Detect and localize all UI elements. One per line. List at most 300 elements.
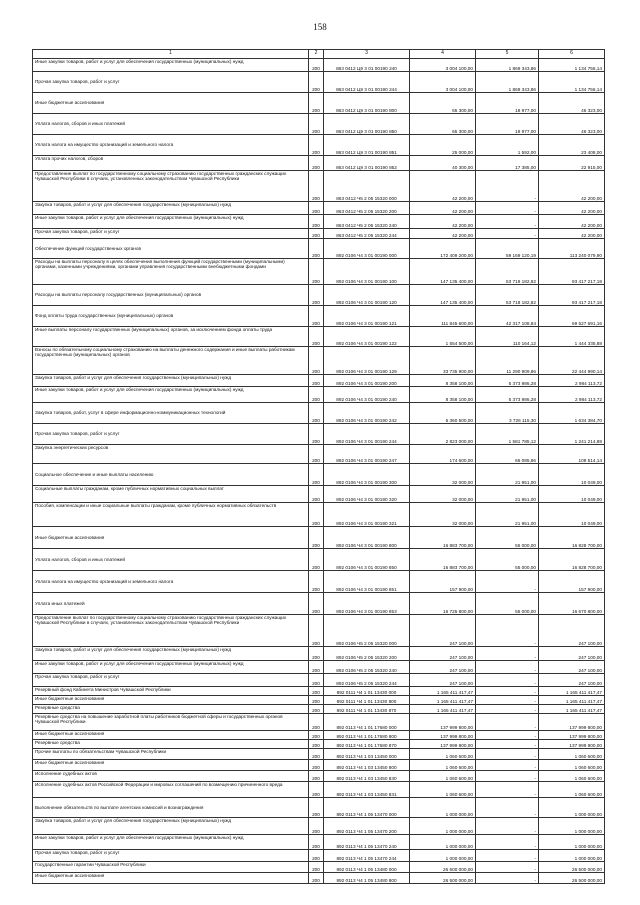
table-row xyxy=(33,259,605,285)
row-classification-cell: 892 0106 Ч4 3 01 00190 240 xyxy=(324,387,410,403)
row-code-cell: 200 xyxy=(309,835,324,850)
table-row xyxy=(33,771,605,782)
row-approved-cell: 16 883 700,00 xyxy=(410,549,476,571)
header-cell-executed: 5 xyxy=(476,50,539,59)
table-row xyxy=(33,171,605,202)
row-name-text: Расходы на выплаты персоналу государственных (муниципальных) органов xyxy=(35,292,202,298)
row-name-cell xyxy=(33,850,309,862)
row-unexecuted-cell: 10 049,00 xyxy=(539,503,605,527)
row-code-cell: 200 xyxy=(309,782,324,798)
row-approved-cell: 2 823 000,00 xyxy=(410,424,476,445)
row-unexecuted-cell: 26 500 000,00 xyxy=(539,873,605,884)
row-code-cell: 200 xyxy=(309,464,324,486)
row-name-text: Резервные средства на повышение заработной платы работников бюджетной сферы и государственных органов Чувашской Республики xyxy=(35,714,283,725)
row-name-cell xyxy=(33,171,309,202)
row-approved-cell: 247 100,00 xyxy=(410,615,476,647)
row-name-cell xyxy=(33,464,309,486)
row-executed-cell: 21 951,00 xyxy=(476,464,539,486)
row-unexecuted-cell: 1 060 600,00 xyxy=(539,782,605,798)
table-row xyxy=(33,72,605,93)
table-row xyxy=(33,687,605,696)
row-code-cell: 200 xyxy=(309,156,324,171)
row-code-cell: 200 xyxy=(309,862,324,873)
row-name-text: Резервный фонд Кабинета Министров Чувашской Республики xyxy=(35,687,171,692)
table-row xyxy=(33,850,605,862)
row-name-text: Уплата налога на имущество организаций и земельного налога xyxy=(35,142,174,148)
row-classification-cell: 892 0106 Ч4 3 01 00190 800 xyxy=(324,527,410,549)
row-executed-cell: 21 951,00 xyxy=(476,503,539,527)
row-classification-cell: 892 0106 Ч5 2 05 15320 200 xyxy=(324,647,410,661)
row-executed-cell: 1 592,00 xyxy=(476,135,539,156)
row-unexecuted-cell: 247 100,00 xyxy=(539,661,605,674)
row-code-cell: 200 xyxy=(309,239,324,259)
header-cell-code: 2 xyxy=(309,50,324,59)
row-unexecuted-cell: 42 200,00 xyxy=(539,171,605,202)
row-executed-cell: 1 869 343,86 xyxy=(476,72,539,93)
row-unexecuted-cell: 1 060 600,00 xyxy=(539,760,605,771)
row-name-text: Предоставление выплат по государственному социальному страхованию государственных гражданских служащих Чувашской Республики в случаях, установленных законодательством Чувашской Республики xyxy=(35,615,287,626)
row-approved-cell: 247 100,00 xyxy=(410,661,476,674)
row-approved-cell: 1 165 411 417,47 xyxy=(410,705,476,714)
row-classification-cell: 892 0106 Ч4 3 01 00190 321 xyxy=(324,503,410,527)
header-cell-name: 1 xyxy=(33,50,309,59)
row-name-text: Закупка товаров, работ, услуг в сфере информационно-коммуникационных технологий xyxy=(35,410,226,416)
row-name-cell xyxy=(33,749,309,760)
row-name-cell xyxy=(33,714,309,731)
row-code-cell: 200 xyxy=(309,229,324,239)
table-row xyxy=(33,285,605,306)
row-code-cell: 200 xyxy=(309,527,324,549)
row-code-cell: 200 xyxy=(309,202,324,215)
row-name-cell xyxy=(33,59,309,72)
row-executed-cell: 66 085,86 xyxy=(476,445,539,464)
row-classification-cell: 863 0412 Ц9 3 01 00190 851 xyxy=(324,135,410,156)
row-approved-cell: 32 000,00 xyxy=(410,464,476,486)
row-code-cell: 200 xyxy=(309,306,324,327)
table-row xyxy=(33,593,605,615)
row-code-cell: 200 xyxy=(309,59,324,72)
row-classification-cell: 892 0106 Ч4 3 01 00190 129 xyxy=(324,347,410,375)
row-name-text: Закупка товаров, работ и услуг для обеспечения государственных (муниципальных) нужд xyxy=(35,375,232,380)
table-row xyxy=(33,486,605,503)
row-approved-cell: 172 409 200,00 xyxy=(410,239,476,259)
row-classification-cell: 892 0106 Ч4 3 01 00190 850 xyxy=(324,549,410,571)
row-name-text: Прочая закупка товаров, работ и услуг xyxy=(35,431,120,437)
row-approved-cell: 1 060 600,00 xyxy=(410,749,476,760)
row-name-text: Иные закупки товаров, работ и услуг для обеспечения государственных (муниципальных) нужд xyxy=(35,835,244,840)
table-row xyxy=(33,740,605,749)
table-row xyxy=(33,705,605,714)
row-name-text: Иные бюджетные ассигнования xyxy=(35,696,105,701)
table-row xyxy=(33,387,605,403)
row-name-cell xyxy=(33,661,309,674)
row-classification-cell: 863 0412 Ц9 3 01 00190 240 xyxy=(324,59,410,72)
table-row xyxy=(33,327,605,347)
row-code-cell: 200 xyxy=(309,215,324,229)
row-name-cell xyxy=(33,571,309,593)
row-name-cell xyxy=(33,114,309,135)
row-executed-cell: - xyxy=(476,215,539,229)
row-name-cell xyxy=(33,306,309,327)
row-code-cell: 200 xyxy=(309,740,324,749)
table-row xyxy=(33,661,605,674)
row-classification-cell: 892 0106 Ч4 3 01 00190 853 xyxy=(324,593,410,615)
table-row xyxy=(33,798,605,818)
row-unexecuted-cell: 113 240 079,90 xyxy=(539,239,605,259)
table-row xyxy=(33,714,605,731)
row-name-text: Иные закупки товаров, работ и услуг для обеспечения государственных (муниципальных) нужд xyxy=(35,661,244,666)
row-name-cell xyxy=(33,403,309,424)
row-approved-cell: 1 000 000,00 xyxy=(410,798,476,818)
row-name-text: Иные бюджетные ассигнования xyxy=(35,534,105,540)
row-classification-cell: 892 0106 Ч5 2 05 15320 240 xyxy=(324,661,410,674)
row-unexecuted-cell: 108 514,14 xyxy=(539,445,605,464)
row-code-cell: 200 xyxy=(309,403,324,424)
row-unexecuted-cell: 23 408,00 xyxy=(539,135,605,156)
row-executed-cell: - xyxy=(476,687,539,696)
row-name-text: Уплата налогов, сборов и иных платежей xyxy=(35,556,126,562)
row-code-cell: 200 xyxy=(309,818,324,835)
row-unexecuted-cell: 1 165 411 417,47 xyxy=(539,705,605,714)
table-row xyxy=(33,782,605,798)
row-name-cell xyxy=(33,647,309,661)
row-code-cell: 200 xyxy=(309,696,324,705)
table-row xyxy=(33,873,605,884)
table-row xyxy=(33,549,605,571)
row-unexecuted-cell: 137 999 800,00 xyxy=(539,740,605,749)
row-name-text: Иные бюджетные ассигнования xyxy=(35,731,105,736)
row-code-cell: 200 xyxy=(309,593,324,615)
row-name-cell xyxy=(33,239,309,259)
table-row xyxy=(33,347,605,375)
row-classification-cell: 892 0113 Ч4 1 01 17680 000 xyxy=(324,714,410,731)
row-executed-cell: - xyxy=(476,571,539,593)
row-name-text: Иные бюджетные ассигнования xyxy=(35,760,105,765)
row-name-cell xyxy=(33,873,309,884)
row-name-text: Прочая закупка товаров, работ и услуг xyxy=(35,850,120,855)
row-classification-cell: 892 0113 Ч4 1 03 13450 000 xyxy=(324,749,410,760)
row-classification-cell: 892 0113 Ч4 1 05 13470 244 xyxy=(324,850,410,862)
row-approved-cell: 1 000 000,00 xyxy=(410,818,476,835)
row-executed-cell: 17 385,00 xyxy=(476,156,539,171)
row-name-cell xyxy=(33,72,309,93)
row-executed-cell: - xyxy=(476,731,539,740)
row-approved-cell: 157 900,00 xyxy=(410,571,476,593)
row-code-cell: 200 xyxy=(309,850,324,862)
row-classification-cell: 892 0106 Ч4 3 01 00190 851 xyxy=(324,571,410,593)
row-name-text: Фонд оплаты труда государственных (муниципальных) органов xyxy=(35,313,174,319)
row-classification-cell: 892 0113 Ч4 1 01 17680 800 xyxy=(324,731,410,740)
row-approved-cell: 42 200,00 xyxy=(410,202,476,215)
row-name-cell xyxy=(33,705,309,714)
table-row xyxy=(33,424,605,445)
header-cell-approved: 4 xyxy=(410,50,476,59)
row-approved-cell: 8 358 100,00 xyxy=(410,375,476,387)
row-classification-cell: 892 0113 Ч4 1 05 13470 240 xyxy=(324,835,410,850)
row-unexecuted-cell: 93 417 217,18 xyxy=(539,259,605,285)
row-classification-cell: 863 0412 Ч5 2 05 15320 200 xyxy=(324,202,410,215)
row-name-cell xyxy=(33,375,309,387)
row-unexecuted-cell: 22 915,00 xyxy=(539,156,605,171)
row-approved-cell: 3 004 100,00 xyxy=(410,72,476,93)
table-row xyxy=(33,239,605,259)
row-approved-cell: 42 200,00 xyxy=(410,229,476,239)
row-code-cell: 200 xyxy=(309,424,324,445)
row-unexecuted-cell: 46 323,00 xyxy=(539,114,605,135)
table-row xyxy=(33,749,605,760)
table-row xyxy=(33,114,605,135)
row-name-cell xyxy=(33,835,309,850)
page-number: 158 xyxy=(313,22,327,32)
row-code-cell: 200 xyxy=(309,171,324,202)
row-name-text: Иные бюджетные ассигнования xyxy=(35,100,105,106)
row-classification-cell: 892 0106 Ч4 3 01 00190 120 xyxy=(324,285,410,306)
row-classification-cell: 892 0106 Ч4 3 01 00190 247 xyxy=(324,445,410,464)
row-executed-cell: 3 726 115,30 xyxy=(476,403,539,424)
row-unexecuted-cell: 1 134 756,14 xyxy=(539,59,605,72)
row-unexecuted-cell: 16 670 800,00 xyxy=(539,593,605,615)
row-unexecuted-cell: 137 999 800,00 xyxy=(539,731,605,740)
row-classification-cell: 892 0106 Ч5 2 05 15320 000 xyxy=(324,615,410,647)
row-name-cell xyxy=(33,445,309,464)
row-classification-cell: 863 0412 Ч5 2 05 15320 000 xyxy=(324,171,410,202)
table-row xyxy=(33,527,605,549)
row-code-cell: 200 xyxy=(309,771,324,782)
row-unexecuted-cell: 26 500 000,00 xyxy=(539,862,605,873)
row-code-cell: 200 xyxy=(309,445,324,464)
table-row xyxy=(33,835,605,850)
row-code-cell: 200 xyxy=(309,347,324,375)
row-unexecuted-cell: 16 828 700,00 xyxy=(539,527,605,549)
row-executed-cell: - xyxy=(476,850,539,862)
row-code-cell: 200 xyxy=(309,503,324,527)
row-name-cell xyxy=(33,387,309,403)
row-executed-cell: - xyxy=(476,202,539,215)
row-name-text: Прочая закупка товаров, работ и услуг xyxy=(35,674,120,679)
row-code-cell: 200 xyxy=(309,327,324,347)
row-executed-cell: 18 977,00 xyxy=(476,114,539,135)
row-name-text: Исполнение судебных актов Российской Федерации и мировых соглашений по возмещению причиненного вреда xyxy=(35,782,283,787)
row-name-cell xyxy=(33,347,309,375)
row-approved-cell: 1 165 411 417,47 xyxy=(410,696,476,705)
row-classification-cell: 863 0412 Ч5 2 05 15320 240 xyxy=(324,215,410,229)
row-classification-cell: 863 0412 Ц9 3 01 00190 852 xyxy=(324,156,410,171)
row-approved-cell: 137 999 800,00 xyxy=(410,731,476,740)
row-approved-cell: 137 999 800,00 xyxy=(410,714,476,731)
row-name-text: Иные закупки товаров, работ и услуг для обеспечения государственных (муниципальных) нужд xyxy=(35,215,244,220)
row-name-text: Социальные выплаты гражданам, кроме публичных нормативных социальных выплат xyxy=(35,486,224,491)
row-name-text: Закупка энергетических ресурсов xyxy=(35,445,109,450)
row-unexecuted-cell: 1 134 756,14 xyxy=(539,72,605,93)
table-row xyxy=(33,760,605,771)
row-code-cell: 200 xyxy=(309,647,324,661)
row-unexecuted-cell: 16 828 700,00 xyxy=(539,549,605,571)
row-classification-cell: 892 0113 Ч4 1 03 13450 800 xyxy=(324,760,410,771)
row-executed-cell: 53 718 182,82 xyxy=(476,285,539,306)
row-code-cell: 200 xyxy=(309,114,324,135)
row-name-text: Государственные гарантии Чувашской Республики xyxy=(35,862,146,867)
row-name-text: Иные закупки товаров, работ и услуг для обеспечения государственных (муниципальных) нужд xyxy=(35,59,244,64)
row-name-cell xyxy=(33,782,309,798)
row-unexecuted-cell: 157 900,00 xyxy=(539,571,605,593)
row-name-cell xyxy=(33,215,309,229)
row-classification-cell: 892 0111 Ч4 1 01 13430 000 xyxy=(324,687,410,696)
row-classification-cell: 892 0111 Ч4 1 01 13430 870 xyxy=(324,705,410,714)
row-approved-cell: 1 060 600,00 xyxy=(410,760,476,771)
table-row xyxy=(33,403,605,424)
row-unexecuted-cell: 1 165 411 417,47 xyxy=(539,696,605,705)
row-name-cell xyxy=(33,818,309,835)
row-executed-cell: - xyxy=(476,696,539,705)
row-name-cell xyxy=(33,615,309,647)
row-name-cell xyxy=(33,93,309,114)
row-name-cell xyxy=(33,593,309,615)
row-name-cell xyxy=(33,259,309,285)
row-unexecuted-cell: 1 000 000,00 xyxy=(539,835,605,850)
row-executed-cell: 21 951,00 xyxy=(476,486,539,503)
row-code-cell: 200 xyxy=(309,93,324,114)
row-unexecuted-cell: 2 984 113,72 xyxy=(539,387,605,403)
row-unexecuted-cell: 1 000 000,00 xyxy=(539,798,605,818)
row-unexecuted-cell: 1 000 000,00 xyxy=(539,818,605,835)
row-name-cell xyxy=(33,424,309,445)
row-code-cell: 200 xyxy=(309,571,324,593)
row-code-cell: 200 xyxy=(309,549,324,571)
row-approved-cell: 42 200,00 xyxy=(410,215,476,229)
budget-execution-table xyxy=(32,49,605,884)
table-row xyxy=(33,571,605,593)
row-name-cell xyxy=(33,135,309,156)
row-unexecuted-cell: 1 444 335,88 xyxy=(539,327,605,347)
row-unexecuted-cell: 1 634 384,70 xyxy=(539,403,605,424)
row-code-cell: 200 xyxy=(309,285,324,306)
row-name-cell xyxy=(33,549,309,571)
row-unexecuted-cell: 1 060 600,00 xyxy=(539,771,605,782)
row-name-cell xyxy=(33,798,309,818)
table-row xyxy=(33,731,605,740)
row-name-text: Резервные средства xyxy=(35,740,80,745)
row-executed-cell: 18 977,00 xyxy=(476,93,539,114)
row-approved-cell: 1 000 000,00 xyxy=(410,835,476,850)
row-code-cell: 200 xyxy=(309,486,324,503)
row-executed-cell: - xyxy=(476,818,539,835)
row-name-cell xyxy=(33,229,309,239)
row-approved-cell: 3 004 100,00 xyxy=(410,59,476,72)
row-unexecuted-cell: 42 200,00 xyxy=(539,229,605,239)
table-row xyxy=(33,135,605,156)
row-executed-cell: - xyxy=(476,749,539,760)
table-row xyxy=(33,375,605,387)
row-name-text: Уплата иных платежей xyxy=(35,600,85,606)
row-approved-cell: 1 000 000,00 xyxy=(410,850,476,862)
row-code-cell: 200 xyxy=(309,135,324,156)
row-name-text: Расходы на выплаты персоналу в целях обеспечения выполнения функций государственными (муниципальными) органами, казенными учреждениями, органами управления государственными внебюджетными фондами xyxy=(35,259,285,270)
row-classification-cell: 863 0412 Ч5 2 05 15320 244 xyxy=(324,229,410,239)
row-unexecuted-cell: 22 444 990,14 xyxy=(539,347,605,375)
row-executed-cell: 55 000,00 xyxy=(476,593,539,615)
row-name-text: Прочие выплаты по обязательствам Чувашской Республики xyxy=(35,749,167,754)
table-row xyxy=(33,696,605,705)
row-unexecuted-cell: 1 241 214,88 xyxy=(539,424,605,445)
row-classification-cell: 892 0113 Ч4 1 05 13470 200 xyxy=(324,818,410,835)
row-executed-cell: - xyxy=(476,705,539,714)
table-row xyxy=(33,215,605,229)
row-code-cell: 200 xyxy=(309,687,324,696)
row-approved-cell: 1 165 411 417,47 xyxy=(410,687,476,696)
row-name-cell xyxy=(33,486,309,503)
row-name-text: Иные бюджетные ассигнования xyxy=(35,873,105,878)
row-name-cell xyxy=(33,696,309,705)
row-name-text: Иные выплаты персоналу государственных (муниципальных) органов, за исключением фонда оплаты труда xyxy=(35,327,273,332)
row-code-cell: 200 xyxy=(309,731,324,740)
row-approved-cell: 16 725 800,00 xyxy=(410,593,476,615)
row-executed-cell: 1 581 785,12 xyxy=(476,424,539,445)
row-executed-cell: 5 373 986,28 xyxy=(476,375,539,387)
header-cell-unexecuted: 6 xyxy=(539,50,605,59)
row-name-text: Исполнение судебных актов xyxy=(35,771,97,776)
row-classification-cell: 863 0412 Ц9 3 01 00190 850 xyxy=(324,114,410,135)
row-executed-cell: - xyxy=(476,760,539,771)
row-code-cell: 200 xyxy=(309,760,324,771)
row-classification-cell: 892 0106 Ч4 3 01 00190 000 xyxy=(324,239,410,259)
row-classification-cell: 892 0106 Ч4 3 01 00190 121 xyxy=(324,306,410,327)
row-executed-cell: - xyxy=(476,740,539,749)
row-name-text: Закупка товаров, работ и услуг для обеспечения государственных (муниципальных) нужд xyxy=(35,818,232,823)
row-executed-cell: 110 164,12 xyxy=(476,327,539,347)
table-row xyxy=(33,229,605,239)
row-executed-cell: - xyxy=(476,798,539,818)
row-unexecuted-cell: 42 200,00 xyxy=(539,202,605,215)
row-code-cell: 200 xyxy=(309,387,324,403)
table-row xyxy=(33,647,605,661)
row-executed-cell: - xyxy=(476,714,539,731)
row-approved-cell: 111 845 600,00 xyxy=(410,306,476,327)
row-approved-cell: 8 358 100,00 xyxy=(410,387,476,403)
row-classification-cell: 892 0106 Ч4 3 01 00190 300 xyxy=(324,464,410,486)
row-classification-cell: 892 0106 Ч4 3 01 00190 320 xyxy=(324,486,410,503)
row-name-cell xyxy=(33,771,309,782)
row-name-text: Иные закупки товаров, работ и услуг для обеспечения государственных (муниципальных) нужд xyxy=(35,387,244,392)
row-name-text: Уплата налога на имущество организаций и земельного налога xyxy=(35,578,174,584)
row-executed-cell: 55 000,00 xyxy=(476,549,539,571)
row-classification-cell: 892 0106 Ч4 3 01 00190 122 xyxy=(324,327,410,347)
row-unexecuted-cell: 2 984 113,72 xyxy=(539,375,605,387)
table-row xyxy=(33,59,605,72)
row-code-cell: 200 xyxy=(309,674,324,687)
row-code-cell: 200 xyxy=(309,72,324,93)
row-unexecuted-cell: 69 527 691,16 xyxy=(539,306,605,327)
row-executed-cell: - xyxy=(476,835,539,850)
row-code-cell: 200 xyxy=(309,714,324,731)
table-row xyxy=(33,615,605,647)
row-name-text: Взносы по обязательному социальному страхованию на выплаты денежного содержания и иные выплаты работникам государственных (муниципальных) органов xyxy=(35,347,295,358)
row-name-cell xyxy=(33,285,309,306)
row-approved-cell: 42 200,00 xyxy=(410,171,476,202)
row-name-cell xyxy=(33,731,309,740)
row-approved-cell: 137 999 800,00 xyxy=(410,740,476,749)
row-code-cell: 200 xyxy=(309,705,324,714)
row-name-cell xyxy=(33,527,309,549)
table-row xyxy=(33,674,605,687)
row-name-cell xyxy=(33,674,309,687)
row-classification-cell: 892 0106 Ч4 3 01 00190 244 xyxy=(324,424,410,445)
row-code-cell: 200 xyxy=(309,873,324,884)
row-executed-cell: 55 000,00 xyxy=(476,527,539,549)
row-classification-cell: 892 0106 Ч5 2 05 15320 244 xyxy=(324,674,410,687)
row-classification-cell: 892 0106 Ч4 3 01 00190 100 xyxy=(324,259,410,285)
row-name-text: Уплата налогов, сборов и иных платежей xyxy=(35,121,126,127)
table-row xyxy=(33,93,605,114)
